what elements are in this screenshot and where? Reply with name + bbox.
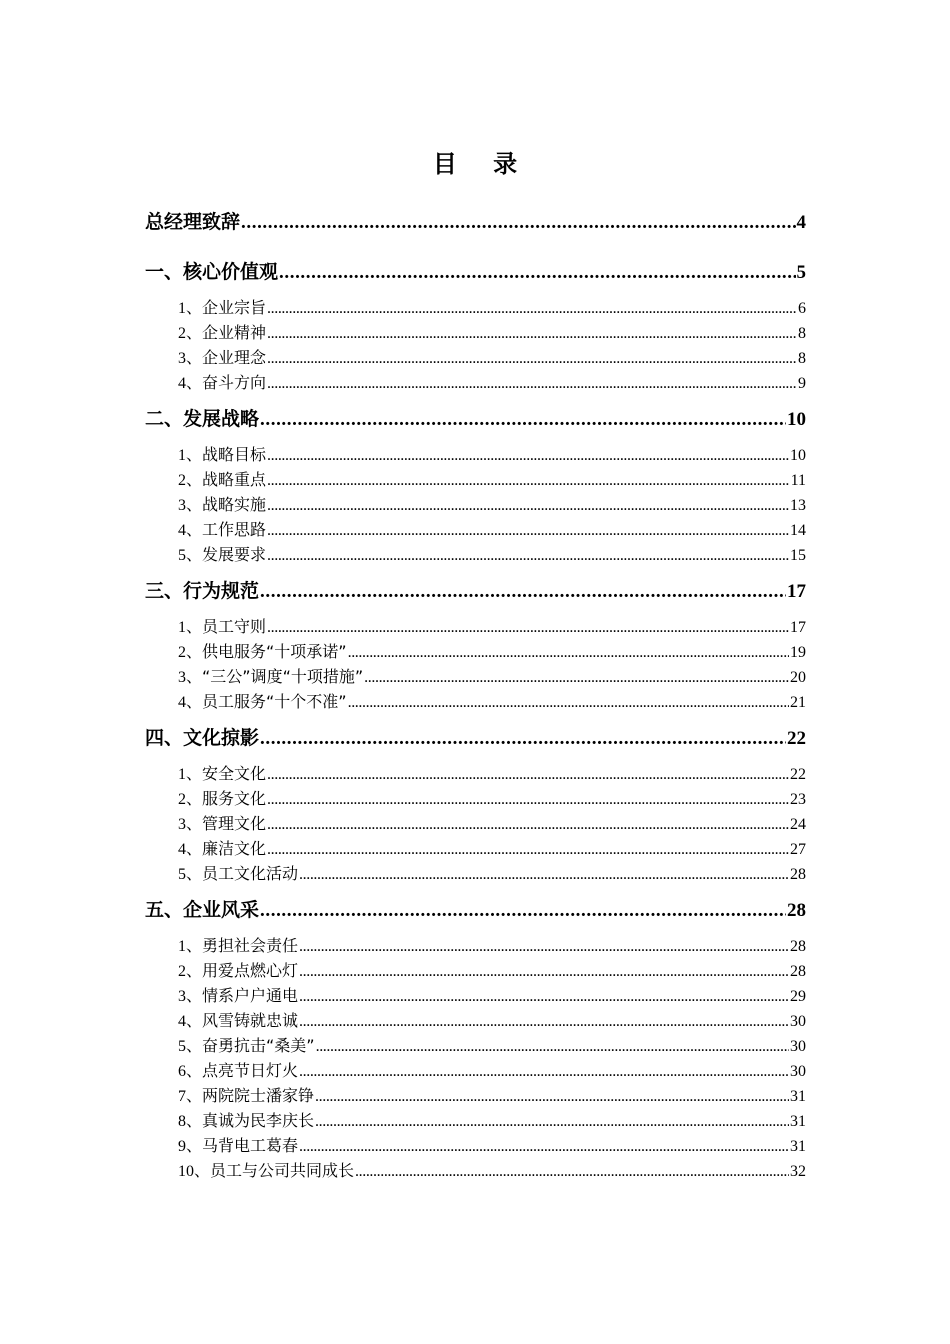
toc-entry-label: 、用爱点燃心灯 — [186, 961, 299, 980]
toc-subentry[interactable] — [145, 1133, 806, 1158]
toc-subentry[interactable] — [145, 370, 806, 395]
dot-leader — [299, 1059, 789, 1084]
toc-page-number: 14 — [790, 522, 806, 539]
toc-subentry-number: 4 — [178, 694, 186, 711]
dot-leader — [267, 296, 797, 321]
dot-leader — [299, 984, 789, 1009]
toc-page-number: 30 — [790, 1038, 806, 1055]
toc-page-number: 28 — [790, 866, 806, 883]
toc-subentry[interactable] — [145, 664, 806, 689]
toc-entry-label: 、员工与公司共同成长 — [194, 1161, 355, 1180]
toc-entry-label: 三、行为规范 — [145, 580, 260, 602]
dot-leader — [267, 837, 789, 862]
toc-subentry-number: 3 — [178, 497, 186, 514]
toc-section-conduct[interactable] — [145, 579, 806, 604]
toc-page-number: 21 — [790, 694, 806, 711]
toc-page-number: 22 — [790, 766, 806, 783]
toc-subentry[interactable] — [145, 517, 806, 542]
toc-page-number: 31 — [790, 1138, 806, 1155]
toc-entry-label: 、点亮节日灯火 — [186, 1061, 299, 1080]
toc-subentry-number: 8 — [178, 1113, 186, 1130]
toc-subentry-number: 5 — [178, 866, 186, 883]
toc-subentry-number: 3 — [178, 816, 186, 833]
toc-subentry-number: 4 — [178, 1013, 186, 1030]
toc-page-number: 32 — [790, 1163, 806, 1180]
toc-subentry[interactable] — [145, 933, 806, 958]
toc-page-number: 30 — [790, 1013, 806, 1030]
toc-entry-label: 二、发展战略 — [145, 408, 260, 430]
toc-entry-label: 、员工守则 — [186, 617, 267, 636]
toc-subentry-number: 5 — [178, 547, 186, 564]
toc-subentry[interactable] — [145, 1033, 806, 1058]
toc-page-number: 10 — [787, 409, 806, 430]
toc-subentry[interactable] — [145, 1158, 806, 1183]
dot-leader — [299, 934, 789, 959]
toc-entry-label: 、员工服务“十个不准” — [186, 692, 347, 711]
toc-entry-foreword[interactable] — [145, 210, 806, 235]
toc-subentry[interactable] — [145, 761, 806, 786]
toc-entry-label: 、战略实施 — [186, 495, 267, 514]
toc-subentry-number: 10 — [178, 1163, 194, 1180]
toc-title: 目 录 — [432, 150, 532, 178]
toc-entry-label: 、“三公”调度“十项措施” — [186, 667, 364, 686]
toc-subentry[interactable] — [145, 442, 806, 467]
toc-subentry[interactable] — [145, 492, 806, 517]
dot-leader — [267, 493, 789, 518]
toc-subentry-number: 1 — [178, 619, 186, 636]
toc-entry-label: 、安全文化 — [186, 764, 267, 783]
toc-entry-label: 、管理文化 — [186, 814, 267, 833]
toc-page-number: 19 — [790, 644, 806, 661]
dot-leader — [267, 543, 789, 568]
toc-subentry[interactable] — [145, 811, 806, 836]
toc-entry-label: 、员工文化活动 — [186, 864, 299, 883]
toc-subentry[interactable] — [145, 320, 806, 345]
toc-subentry-number: 4 — [178, 841, 186, 858]
toc-page-number: 4 — [796, 212, 806, 233]
toc-page-number: 5 — [796, 262, 806, 283]
toc-subentry-number: 1 — [178, 938, 186, 955]
toc-subentry-number: 3 — [178, 669, 186, 686]
toc-entry-label: 、企业精神 — [186, 323, 267, 342]
toc-page-number: 6 — [798, 300, 806, 317]
dot-leader — [279, 260, 795, 285]
toc-subentry-number: 6 — [178, 1063, 186, 1080]
toc-page-number: 29 — [790, 988, 806, 1005]
toc-subentry-number: 3 — [178, 988, 186, 1005]
toc-page-number: 22 — [787, 728, 806, 749]
toc-entry-label: 、情系户户通电 — [186, 986, 299, 1005]
toc-subentry-number: 1 — [178, 300, 186, 317]
toc-subentry-number: 2 — [178, 791, 186, 808]
toc-page-number: 28 — [787, 900, 806, 921]
toc-subentry-number: 7 — [178, 1088, 186, 1105]
dot-leader — [260, 726, 786, 751]
toc-page-number: 27 — [790, 841, 806, 858]
toc-subentry[interactable] — [145, 614, 806, 639]
toc-subentry[interactable] — [145, 786, 806, 811]
toc-page-number: 31 — [790, 1113, 806, 1130]
dot-leader — [299, 1009, 789, 1034]
toc-section-company-style[interactable] — [145, 898, 806, 923]
toc-entry-label: 、奋斗方向 — [186, 373, 267, 392]
toc-entry-label: 一、核心价值观 — [145, 261, 279, 283]
dot-leader — [299, 862, 789, 887]
toc-subentry[interactable] — [145, 639, 806, 664]
toc-subentry[interactable] — [145, 958, 806, 983]
toc-entry-label: 、战略重点 — [186, 470, 267, 489]
dot-leader — [355, 1159, 789, 1184]
toc-page-number: 30 — [790, 1063, 806, 1080]
toc-page-number: 17 — [790, 619, 806, 636]
dot-leader — [267, 518, 789, 543]
toc-subentry-number: 5 — [178, 1038, 186, 1055]
toc-subentry-number: 2 — [178, 963, 186, 980]
toc-entry-label: 、供电服务“十项承诺” — [186, 642, 347, 661]
toc-entry-label: 、战略目标 — [186, 445, 267, 464]
toc-entry-label: 、服务文化 — [186, 789, 267, 808]
toc-subentry-number: 1 — [178, 447, 186, 464]
dot-leader — [299, 959, 789, 984]
dot-leader — [315, 1084, 789, 1109]
toc-subentry-number: 3 — [178, 350, 186, 367]
toc-subentry[interactable] — [145, 345, 806, 370]
dot-leader — [260, 579, 786, 604]
toc-subentry[interactable] — [145, 689, 806, 714]
toc-page-number: 17 — [787, 581, 806, 602]
dot-leader — [267, 443, 789, 468]
toc-entry-label: 、勇担社会责任 — [186, 936, 299, 955]
dot-leader — [299, 1134, 789, 1159]
toc-page-number: 20 — [790, 669, 806, 686]
dot-leader — [267, 615, 789, 640]
toc-subentry[interactable] — [145, 1008, 806, 1033]
dot-leader — [267, 321, 797, 346]
toc-page-number: 24 — [790, 816, 806, 833]
dot-leader — [267, 371, 797, 396]
toc-entry-label: 、发展要求 — [186, 545, 267, 564]
toc-entry-label: 总经理致辞 — [145, 211, 241, 233]
toc-section-core-values[interactable] — [145, 260, 806, 285]
toc-subentry-number: 2 — [178, 472, 186, 489]
toc-page-number: 31 — [790, 1088, 806, 1105]
toc-subentry[interactable] — [145, 1108, 806, 1133]
toc-entry-label: 五、企业风采 — [145, 899, 260, 921]
dot-leader — [348, 690, 789, 715]
toc-entry-label: 、企业宗旨 — [186, 298, 267, 317]
dot-leader — [316, 1034, 789, 1059]
toc-subentry-number: 2 — [178, 644, 186, 661]
toc-subentry[interactable] — [145, 467, 806, 492]
dot-leader — [260, 898, 786, 923]
toc-subentry-number: 1 — [178, 766, 186, 783]
toc-subentry-number: 4 — [178, 375, 186, 392]
toc-subentry[interactable] — [145, 542, 806, 567]
dot-leader — [267, 812, 789, 837]
dot-leader — [348, 640, 789, 665]
toc-page-number: 15 — [790, 547, 806, 564]
dot-leader — [267, 468, 790, 493]
dot-leader — [364, 665, 789, 690]
toc-page-number: 10 — [790, 447, 806, 464]
dot-leader — [267, 346, 797, 371]
dot-leader — [315, 1109, 789, 1134]
toc-page-number: 13 — [790, 497, 806, 514]
toc-subentry[interactable] — [145, 983, 806, 1008]
toc-subentry[interactable] — [145, 1058, 806, 1083]
dot-leader — [260, 407, 786, 432]
toc-entry-label: 、马背电工葛春 — [186, 1136, 299, 1155]
toc-page-number: 11 — [790, 472, 806, 489]
dot-leader — [267, 762, 789, 787]
toc-page-number: 28 — [790, 963, 806, 980]
toc-entry-label: 、企业理念 — [186, 348, 267, 367]
toc-page-number: 8 — [798, 325, 806, 342]
toc-subentry[interactable] — [145, 861, 806, 886]
toc-entry-label: 、工作思路 — [186, 520, 267, 539]
toc-page-number: 28 — [790, 938, 806, 955]
dot-leader — [267, 787, 789, 812]
toc-page-number: 9 — [798, 375, 806, 392]
toc-entry-label: 四、文化掠影 — [145, 727, 260, 749]
toc-section-culture[interactable] — [145, 726, 806, 751]
dot-leader — [241, 210, 795, 235]
toc-subentry[interactable] — [145, 295, 806, 320]
toc-subentry-number: 2 — [178, 325, 186, 342]
toc-entry-label: 、真诚为民李庆长 — [186, 1111, 315, 1130]
toc-subentry[interactable] — [145, 836, 806, 861]
toc-subentry[interactable] — [145, 1083, 806, 1108]
toc-subentry-number: 4 — [178, 522, 186, 539]
toc-entry-label: 、廉洁文化 — [186, 839, 267, 858]
toc-entry-label: 、奋勇抗击“桑美” — [186, 1036, 315, 1055]
toc-page-number: 23 — [790, 791, 806, 808]
toc-entry-label: 、风雪铸就忠诚 — [186, 1011, 299, 1030]
toc-subentry-number: 9 — [178, 1138, 186, 1155]
toc-entry-label: 、两院院士潘家铮 — [186, 1086, 315, 1105]
toc-page-number: 8 — [798, 350, 806, 367]
toc-section-strategy[interactable] — [145, 407, 806, 432]
table-of-contents — [145, 210, 806, 1183]
